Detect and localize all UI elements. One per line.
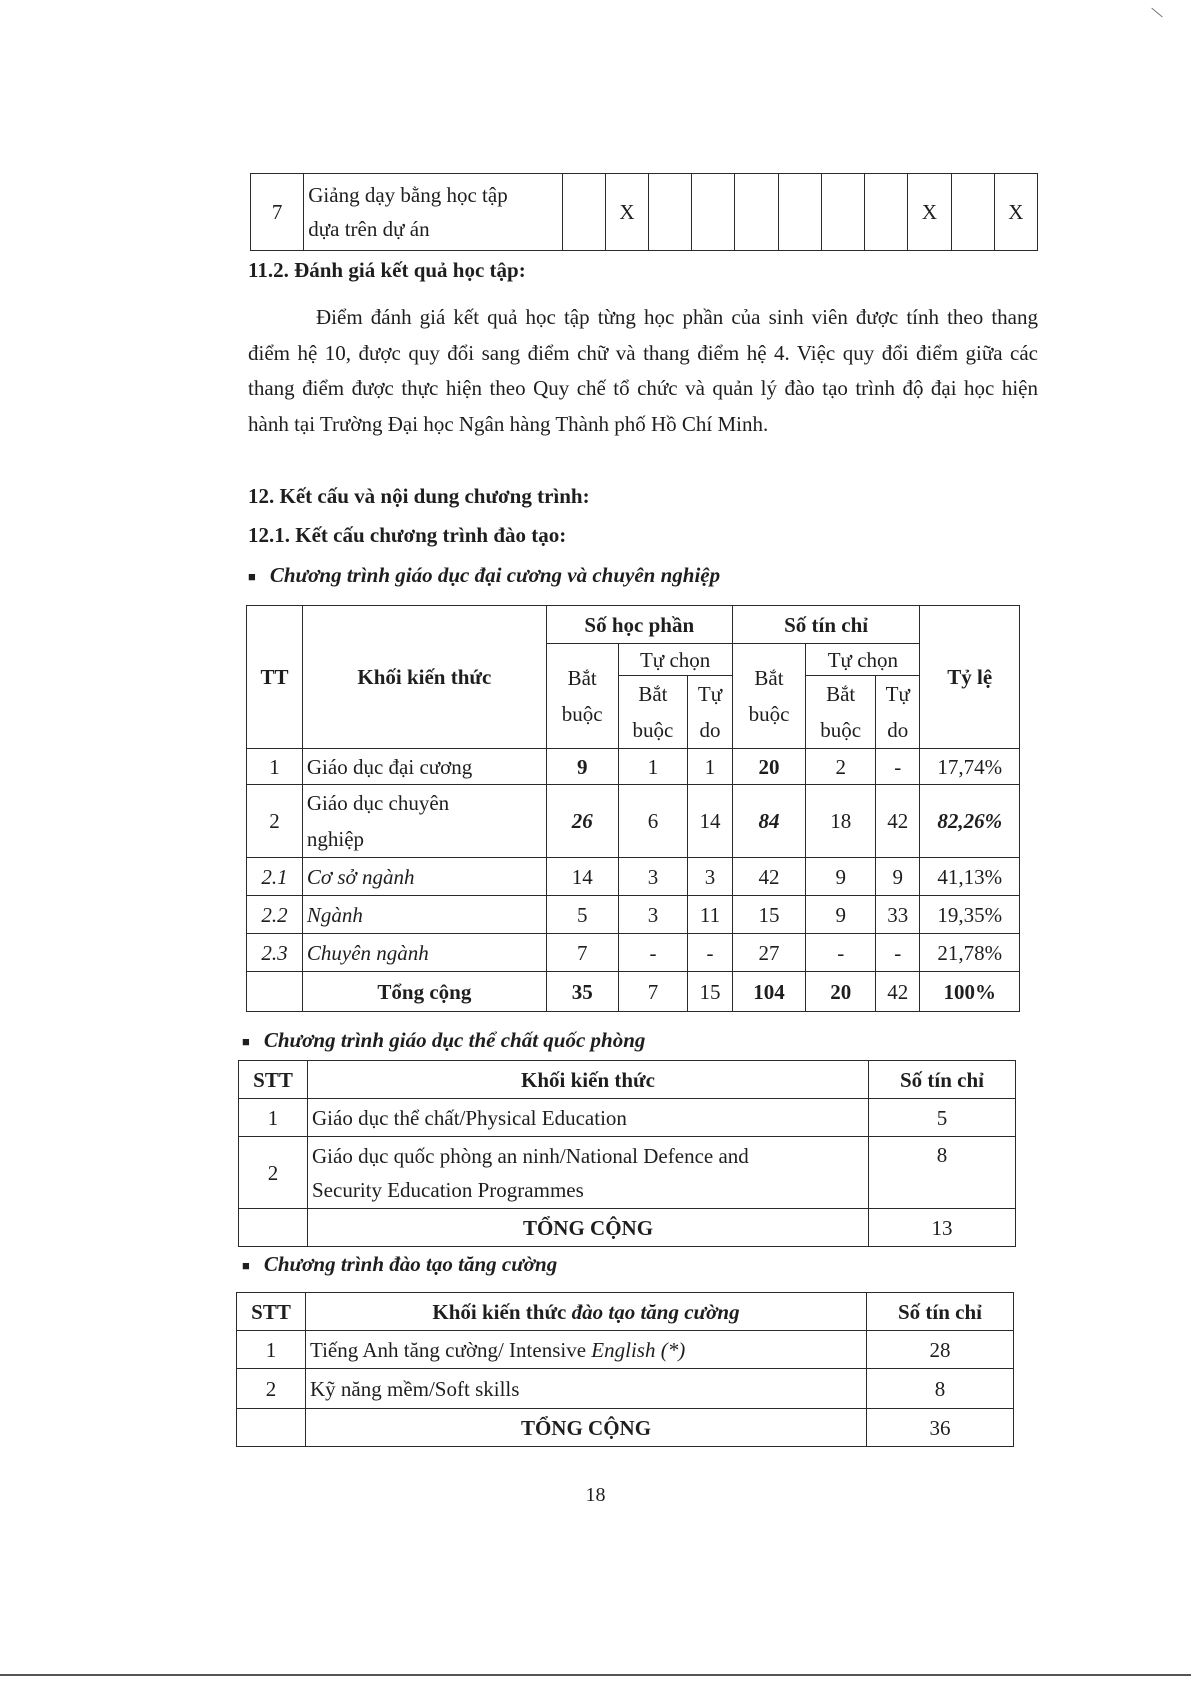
- bullet-text: Chương trình giáo dục đại cương và chuyên nghiệp: [269, 563, 721, 587]
- khoi-header-text: Khối kiến thức: [432, 1299, 567, 1324]
- tc-tc-bat-buoc-header: [806, 676, 876, 749]
- hp-tcbb-cell: 3: [618, 896, 688, 934]
- hp-bb-cell: 26: [546, 785, 618, 858]
- tc-tctd-cell: 9: [876, 858, 920, 896]
- total-stt-cell: [237, 1409, 306, 1447]
- khoi-cell: Giáo dục thể chất/Physical Education: [308, 1099, 869, 1137]
- physical-defence-table: [238, 1060, 1016, 1247]
- table-row: [251, 174, 1038, 251]
- tc-bat-buoc-header: [732, 644, 806, 749]
- section-heading-12-1: 12.1. Kết cấu chương trình đào tạo:: [248, 523, 567, 547]
- bullet-square-icon: ■: [242, 1034, 250, 1050]
- hp-tu-do-header: [688, 676, 732, 749]
- ty-le-cell: 41,13%: [920, 858, 1020, 896]
- stt-cell: 2: [237, 1369, 306, 1409]
- total-label: TỔNG CỘNG: [306, 1409, 867, 1447]
- khoi-line2: Security Education Programmes: [312, 1177, 584, 1202]
- section-heading-11-2: 11.2. Đánh giá kết quả học tập:: [248, 258, 526, 282]
- hp-tcbb-cell: 3: [618, 858, 688, 896]
- table-row: [247, 934, 1020, 972]
- tc-bat-buoc-line1: Bắt: [754, 666, 784, 690]
- hp-bat-buoc-line2: buộc: [561, 702, 603, 726]
- total-tt-cell: [247, 972, 303, 1012]
- tc-tcbb-cell: 9: [806, 858, 876, 896]
- mark-cell: X: [994, 174, 1037, 251]
- khoi-cell: Cơ sở ngành: [302, 858, 546, 896]
- hp-tcbb-cell: 1: [618, 749, 688, 785]
- tt-cell: 2.3: [247, 934, 303, 972]
- tin-chi-cell: 5: [869, 1099, 1016, 1137]
- method-label-line2: dựa trên dự án: [308, 217, 430, 241]
- stt-cell: 1: [237, 1331, 306, 1369]
- hp-tctd-cell: 11: [688, 896, 732, 934]
- mark-cell: [562, 174, 605, 251]
- tc-tctd-cell: -: [876, 749, 920, 785]
- tc-bb-cell: 84: [732, 785, 806, 858]
- khoi-cell: Kỹ năng mềm/Soft skills: [306, 1369, 867, 1409]
- total-tc-tctd: 42: [876, 972, 920, 1012]
- header-row: [247, 606, 1020, 644]
- khoi-header: [306, 1293, 867, 1331]
- khoi-cell: [302, 785, 546, 858]
- khoi-cell: Chuyên ngành: [302, 934, 546, 972]
- col-ty-le-header: Tỷ lệ: [920, 606, 1020, 749]
- enhanced-training-table: [236, 1292, 1014, 1447]
- total-hp-tcbb: 7: [618, 972, 688, 1012]
- hp-bb-cell: 5: [546, 896, 618, 934]
- table-row: [247, 896, 1020, 934]
- tin-chi-cell: 8: [869, 1137, 1016, 1209]
- bullet-square-icon: ■: [242, 1258, 250, 1274]
- header-row: [239, 1061, 1016, 1099]
- table-row: [239, 1137, 1016, 1209]
- tc-tctd-cell: 42: [876, 785, 920, 858]
- khoi-line1: Giáo dục chuyên: [306, 791, 450, 815]
- hp-bb-cell: 9: [546, 749, 618, 785]
- total-tc-bb: 104: [732, 972, 806, 1012]
- tc-bb-cell: 20: [732, 749, 806, 785]
- tc-tu-do-line2: do: [887, 718, 909, 742]
- tin-chi-cell: 8: [867, 1369, 1014, 1409]
- table-row: [237, 1331, 1014, 1369]
- total-stt-cell: [239, 1209, 308, 1247]
- tc-tu-chon-header: Tự chọn: [806, 644, 920, 676]
- hp-bb-cell: 7: [546, 934, 618, 972]
- tt-cell: 2: [247, 785, 303, 858]
- bullet-square-icon: ■: [248, 569, 256, 585]
- bullet-general-professional: [248, 563, 720, 588]
- total-row: [247, 972, 1020, 1012]
- tc-tcbb-cell: 18: [806, 785, 876, 858]
- khoi-line2: nghiệp: [306, 827, 365, 851]
- total-label: TỔNG CỘNG: [308, 1209, 869, 1247]
- tc-bb-cell: 27: [732, 934, 806, 972]
- hp-tcbb-cell: 6: [618, 785, 688, 858]
- total-ty-le: 100%: [920, 972, 1020, 1012]
- total-row: [239, 1209, 1016, 1247]
- tc-tc-bat-line2: buộc: [820, 718, 862, 742]
- hp-tctd-cell: -: [688, 934, 732, 972]
- scan-mark: [1151, 8, 1162, 18]
- teaching-methods-table-fragment: [250, 173, 1038, 251]
- hp-tctd-cell: 1: [688, 749, 732, 785]
- stt-header: STT: [237, 1293, 306, 1331]
- tc-tu-do-header: [876, 676, 920, 749]
- hp-tc-bat-line2: buộc: [632, 718, 674, 742]
- mark-cell: X: [908, 174, 951, 251]
- table-row: [247, 749, 1020, 785]
- tin-chi-cell: 28: [867, 1331, 1014, 1369]
- khoi-cell: [306, 1331, 867, 1369]
- program-structure-table: [246, 605, 1020, 1012]
- tt-cell: 1: [247, 749, 303, 785]
- tc-tcbb-cell: 2: [806, 749, 876, 785]
- tin-chi-header: Số tín chỉ: [867, 1293, 1014, 1331]
- tc-bb-cell: 42: [732, 858, 806, 896]
- ty-le-cell: 82,26%: [920, 785, 1020, 858]
- stt-cell: 1: [239, 1099, 308, 1137]
- mark-cell: [865, 174, 908, 251]
- hp-tctd-cell: 14: [688, 785, 732, 858]
- total-tin-chi: 13: [869, 1209, 1016, 1247]
- assessment-paragraph: [248, 300, 1038, 442]
- mark-cell: [778, 174, 821, 251]
- ty-le-cell: 19,35%: [920, 896, 1020, 934]
- hp-tcbb-cell: -: [618, 934, 688, 972]
- hp-tctd-cell: 3: [688, 858, 732, 896]
- table-row: [237, 1369, 1014, 1409]
- tc-tctd-cell: 33: [876, 896, 920, 934]
- khoi-text-italic: English (*): [591, 1337, 686, 1362]
- table-row: [247, 785, 1020, 858]
- bullet-text: Chương trình đào tạo tăng cường: [263, 1252, 558, 1276]
- tc-tu-do-line1: Tự: [885, 682, 910, 706]
- khoi-header: Khối kiến thức: [308, 1061, 869, 1099]
- table-row: [247, 858, 1020, 896]
- tt-cell: 2.1: [247, 858, 303, 896]
- hp-tc-bat-buoc-header: [618, 676, 688, 749]
- section-heading-12: 12. Kết cấu và nội dung chương trình:: [248, 484, 590, 508]
- table-row: [239, 1099, 1016, 1137]
- khoi-cell: Giáo dục đại cương: [302, 749, 546, 785]
- hp-bb-cell: 14: [546, 858, 618, 896]
- mark-cell: [735, 174, 778, 251]
- total-tin-chi: 36: [867, 1409, 1014, 1447]
- khoi-cell: [308, 1137, 869, 1209]
- paragraph-text: Điểm đánh giá kết quả học tập từng học phần của sinh viên được tính theo thang điểm hệ 10, được quy đổi sang điểm chữ và thang điểm hệ 4. Việc quy đổi điểm giữa các thang điểm được thực hiện theo Quy chế tổ chức và quản lý đào tạo trình độ đại học hiện hành tại Trường Đại học Ngân hàng Thành phố Hồ Chí Minh.: [248, 305, 1038, 436]
- total-hp-tctd: 15: [688, 972, 732, 1012]
- mark-cell: [692, 174, 735, 251]
- mark-cell: [821, 174, 864, 251]
- hp-bat-buoc-line1: Bắt: [567, 666, 597, 690]
- col-so-tin-chi-header: Số tín chỉ: [732, 606, 920, 644]
- total-tc-tcbb: 20: [806, 972, 876, 1012]
- col-so-hoc-phan-header: Số học phần: [546, 606, 732, 644]
- total-row: [237, 1409, 1014, 1447]
- method-label-line1: Giảng dạy bằng học tập: [308, 183, 508, 207]
- col-khoi-header: Khối kiến thức: [302, 606, 546, 749]
- scan-edge: [0, 1674, 1191, 1676]
- tc-tc-bat-line1: Bắt: [826, 682, 856, 706]
- tc-tcbb-cell: -: [806, 934, 876, 972]
- ty-le-cell: 21,78%: [920, 934, 1020, 972]
- hp-tu-do-line2: do: [699, 718, 721, 742]
- hp-bat-buoc-header: [546, 644, 618, 749]
- total-label: Tổng cộng: [302, 972, 546, 1012]
- hp-tu-do-line1: Tự: [697, 682, 723, 706]
- col-tt-header: TT: [247, 606, 303, 749]
- khoi-header-italic: đào tạo tăng cường: [571, 1299, 740, 1324]
- tin-chi-header: Số tín chỉ: [869, 1061, 1016, 1099]
- tc-bb-cell: 15: [732, 896, 806, 934]
- khoi-text: Tiếng Anh tăng cường/ Intensive: [310, 1337, 587, 1362]
- page-number: 18: [585, 1484, 606, 1506]
- method-label: [304, 174, 562, 251]
- mark-cell: [649, 174, 692, 251]
- stt-header: STT: [239, 1061, 308, 1099]
- khoi-line1: Giáo dục quốc phòng an ninh/National Defence and: [312, 1143, 749, 1168]
- bullet-physical-defence: [242, 1028, 645, 1053]
- mark-cell: X: [605, 174, 648, 251]
- row-number: 7: [251, 174, 304, 251]
- stt-cell: 2: [239, 1137, 308, 1209]
- mark-cell: [951, 174, 994, 251]
- khoi-cell: Ngành: [302, 896, 546, 934]
- tc-tctd-cell: -: [876, 934, 920, 972]
- hp-tc-bat-line1: Bắt: [638, 682, 668, 706]
- header-row: [237, 1293, 1014, 1331]
- bullet-text: Chương trình giáo dục thể chất quốc phòng: [263, 1028, 646, 1052]
- total-hp-bb: 35: [546, 972, 618, 1012]
- bullet-enhanced-training: [242, 1252, 557, 1277]
- hp-tu-chon-header: Tự chọn: [618, 644, 732, 676]
- tc-bat-buoc-line2: buộc: [748, 702, 790, 726]
- tc-tcbb-cell: 9: [806, 896, 876, 934]
- ty-le-cell: 17,74%: [920, 749, 1020, 785]
- tt-cell: 2.2: [247, 896, 303, 934]
